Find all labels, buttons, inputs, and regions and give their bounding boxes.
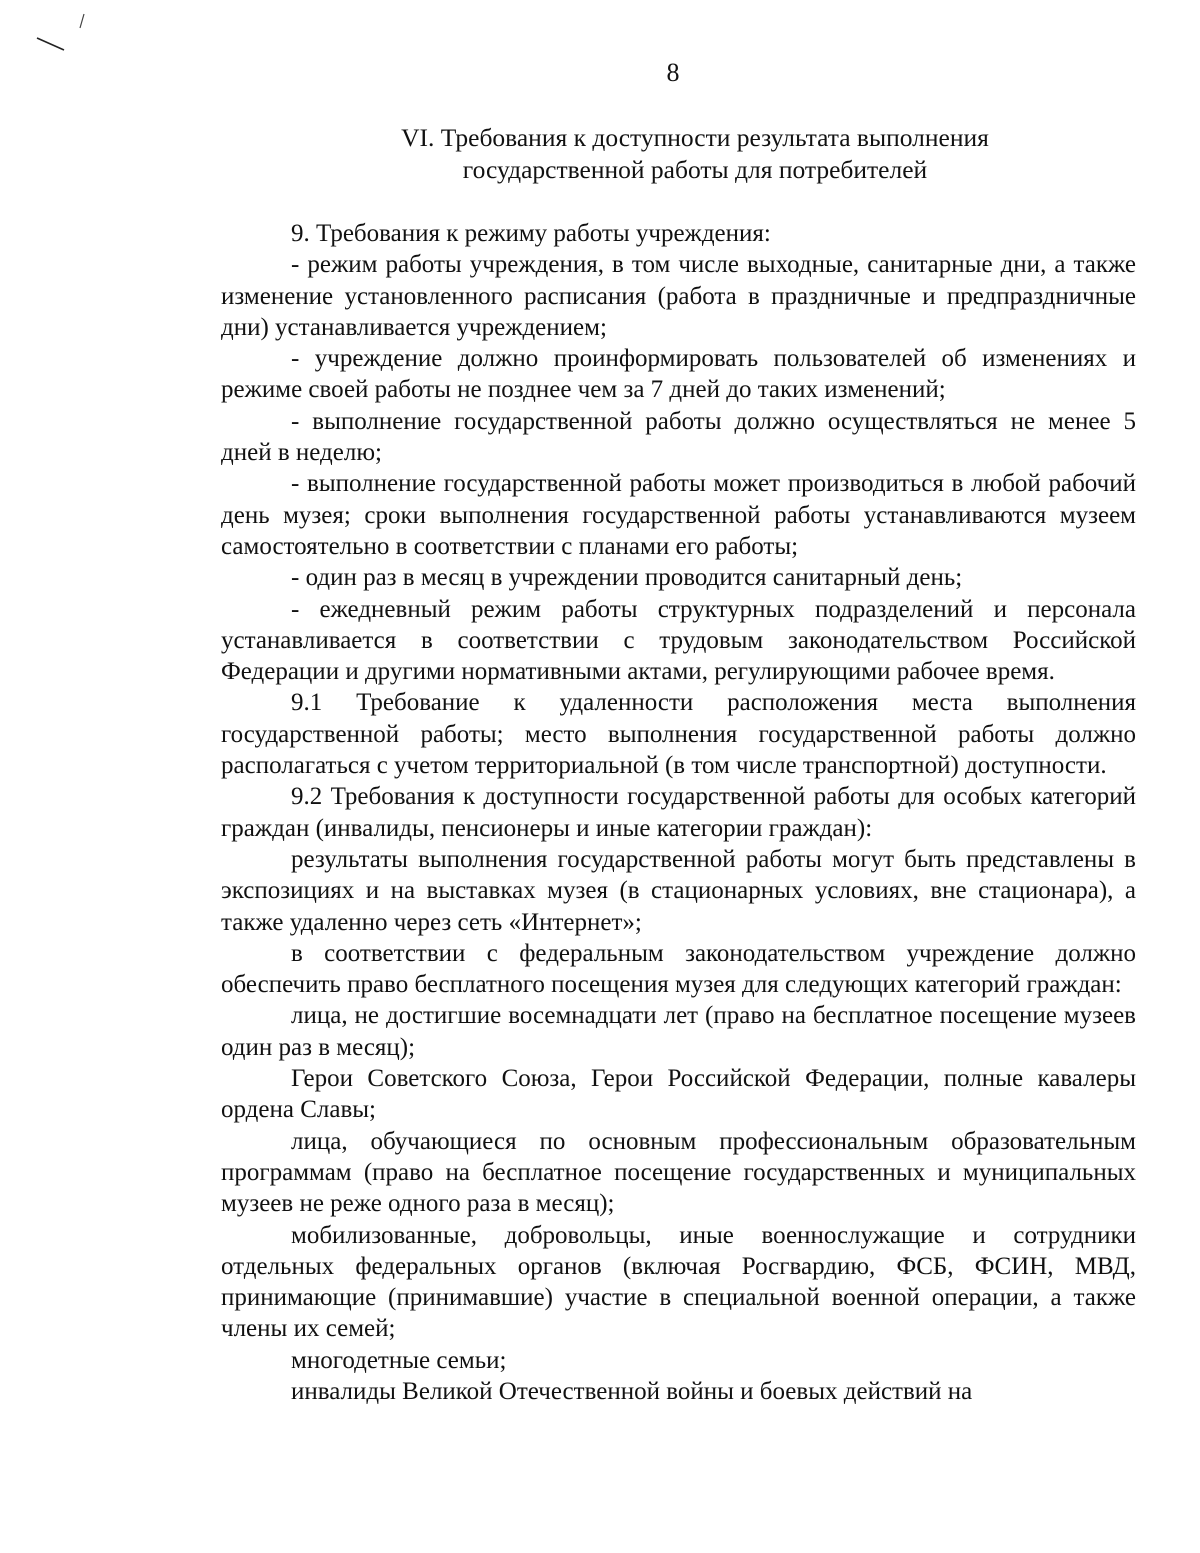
paragraph: - режим работы учреждения, в том числе выходные, санитарные дни, а также изменение установленного расписания (работа в праздничные и предпраздничные дни) устанавливается учреждением; [221, 251, 1136, 341]
section-title [300, 122, 1090, 186]
document-body [221, 218, 1136, 1407]
paragraph: лица, не достигшие восемнадцати лет (право на бесплатное посещение музеев один раз в месяц); [221, 1002, 1136, 1061]
paragraph: результаты выполнения государственной работы могут быть представлены в экспозициях и на выставках музея (в стационарных условиях, вне стационара), а также удаленно через сеть «Интернет»; [221, 845, 1136, 936]
paragraph: многодетные семьи; [291, 1346, 507, 1374]
paragraph: мобилизованные, добровольцы, иные военнослужащие и сотрудники отдельных федеральных органов (включая Росгвардию, ФСБ, ФСИН, МВД, принимающие (принимавшие) участие в специальной военной операции, а также члены их семей; [221, 1221, 1136, 1343]
paragraph: 9.1 Требование к удаленности расположения места выполнения государственной работы; место выполнения государственной работы должно располагаться с учетом территориальной (в том числе транспортной) доступности. [221, 689, 1136, 780]
paragraph: инвалиды Великой Отечественной войны и боевых действий на [291, 1377, 973, 1405]
paragraph: - выполнение государственной работы может производиться в любой рабочий день музея; сроки выполнения государственной работы устанавливаются музеем самостоятельно в соответствии с планами его работы; [221, 470, 1136, 560]
page-number: 8 [666, 58, 680, 87]
paragraph: Герои Советского Союза, Герои Российской Федерации, полные кавалеры ордена Славы; [221, 1065, 1136, 1124]
paragraph: 9. Требования к режиму работы учреждения: [291, 220, 771, 247]
paragraph: - выполнение государственной работы должно осуществляться не менее 5 дней в неделю; [221, 407, 1136, 467]
paragraph: 9.2 Требования к доступности государственной работы для особых категорий граждан (инвалиды, пенсионеры и иные категории граждан): [221, 783, 1136, 842]
paragraph: лица, обучающиеся по основным профессиональным образовательным программам (право на бесплатное посещение государственных и муниципальных музеев не реже одного раза в месяц); [221, 1127, 1136, 1218]
paragraph: в соответствии с федеральным законодательством учреждение должно обеспечить право бесплатного посещения музея для следующих категорий граждан: [221, 939, 1136, 999]
section-title-line-1: VI. Требования к доступности результата выполнения [401, 123, 989, 152]
paragraph: - один раз в месяц в учреждении проводится санитарный день; [291, 564, 963, 592]
paragraph: - учреждение должно проинформировать пользователей об изменениях и режиме своей работы не позднее чем за 7 дней до таких изменений; [221, 345, 1136, 404]
paragraph: - ежедневный режим работы структурных подразделений и персонала устанавливается в соответствии с трудовым законодательством Российской Федерации и другими нормативными актами, регулирующими рабочее время. [221, 595, 1136, 686]
section-title-line-2: государственной работы для потребителей [462, 155, 928, 184]
